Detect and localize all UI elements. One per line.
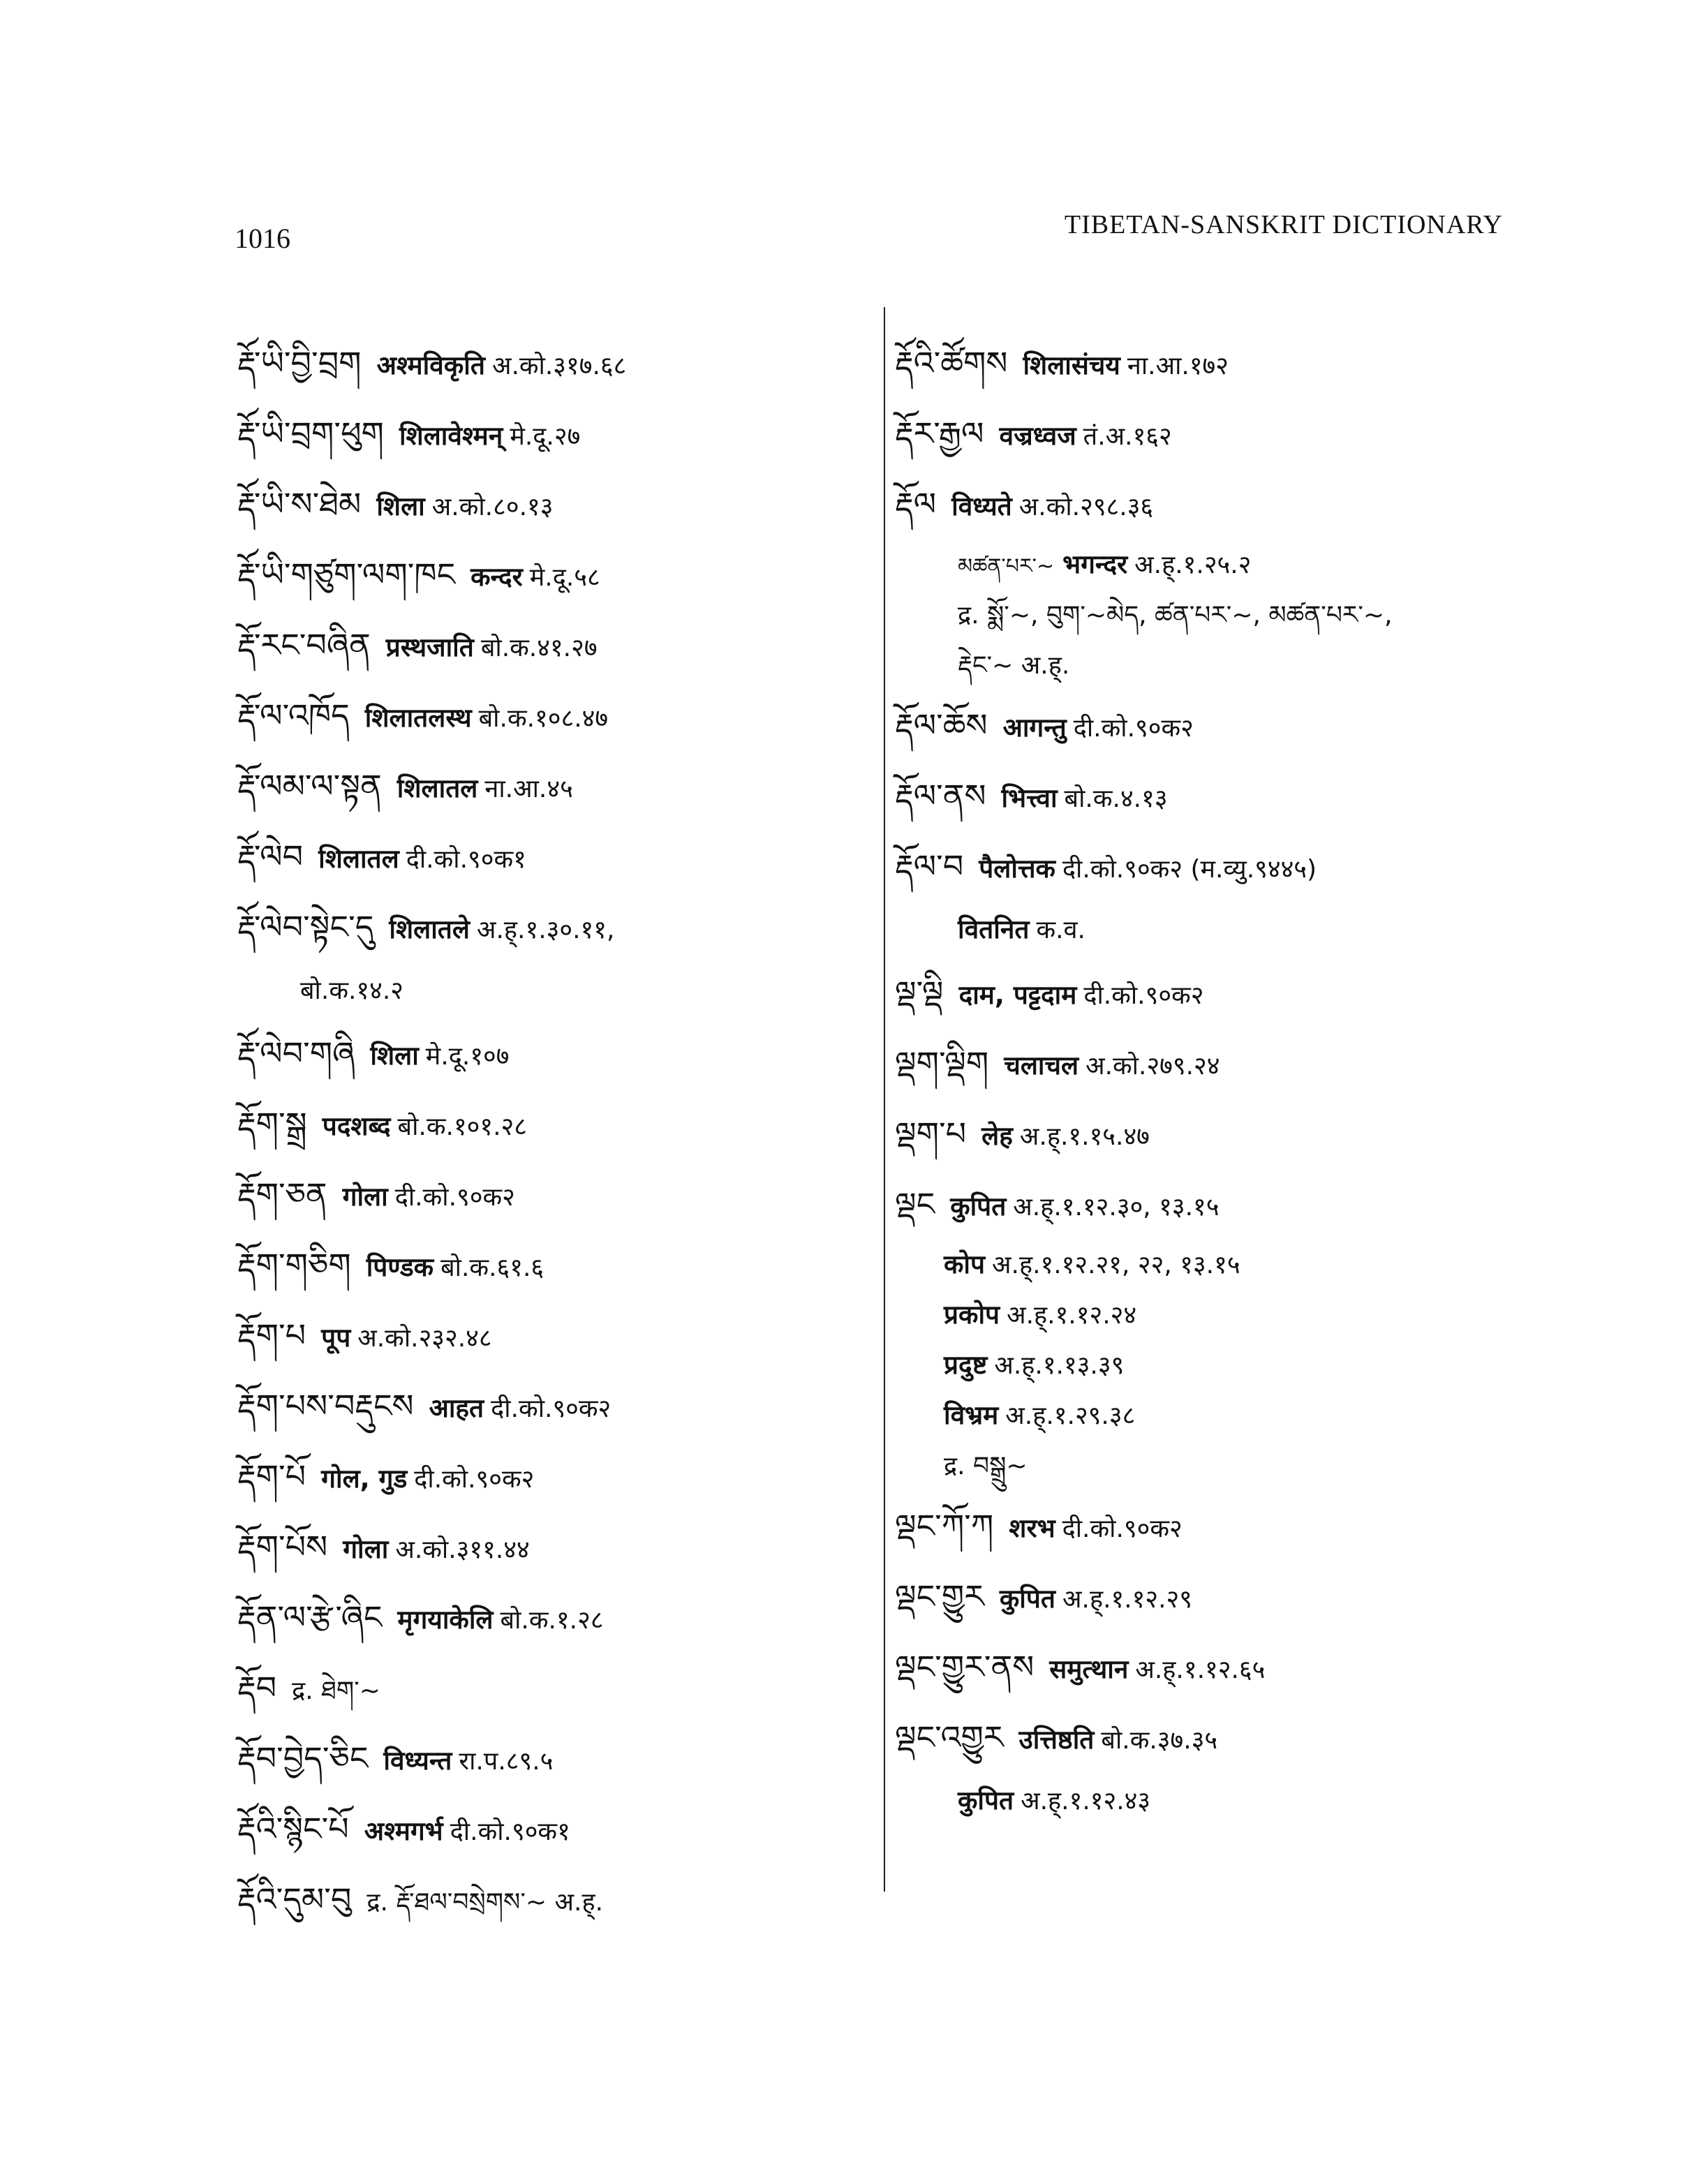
dictionary-entry (237, 681, 852, 751)
source-reference: दी.को.९०क२ (394, 1183, 515, 1212)
tibetan-headword: རྡོག་པ (237, 1316, 306, 1354)
tibetan-headword: རྡོ་ལམ་ལ་སྟན (237, 767, 382, 805)
sanskrit-equivalent: मृगयाकेलि (397, 1605, 494, 1635)
tibetan-headword: རྡོའི་ཚོགས (895, 344, 1008, 382)
sanskrit-equivalent: गोला (343, 1534, 389, 1564)
source-reference: ना.आ.४५ (484, 775, 573, 803)
source-reference: अ.ह्.१.३०.११, (476, 916, 615, 944)
cross-reference: द्र. སྨོ་~, བུག་~མེད, ཚན་པར་~, མཚན་པར་~, (958, 601, 1393, 630)
sanskrit-equivalent: विध्यन्त (383, 1746, 452, 1776)
dictionary-entry (895, 540, 1523, 590)
dictionary-entry (237, 1723, 852, 1794)
tibetan-headword: ལྡང་གྱུར (895, 1577, 984, 1615)
tibetan-headword: རྡོག་པས་བརྡུངས (237, 1387, 414, 1425)
sanskrit-equivalent: शरभ (1009, 1513, 1055, 1543)
sanskrit-equivalent: प्रदुष्ट (944, 1350, 988, 1380)
dictionary-entry (237, 610, 852, 681)
sanskrit-equivalent: प्रस्थजाति (385, 632, 474, 662)
sanskrit-equivalent: समुत्थान (1049, 1654, 1129, 1684)
tibetan-headword: ལྡག་ལྡིག (895, 1044, 989, 1082)
dictionary-entry (895, 690, 1523, 761)
sanskrit-equivalent: वज्रध्वज (999, 421, 1076, 451)
source-reference: दी.को.९०क१ (450, 1818, 570, 1846)
dictionary-entry (895, 1290, 1523, 1340)
source-reference: अ.ह्.१.१२.२१, २२, १३.१५ (992, 1251, 1240, 1279)
dictionary-entry (237, 1653, 852, 1723)
sanskrit-equivalent: शिलातल (318, 844, 399, 874)
source-reference: अ.ह्.१.२९.३८ (1005, 1402, 1136, 1430)
sanskrit-equivalent: वितनित (958, 914, 1030, 944)
source-reference: अ.ह्.१.१३.३९ (994, 1351, 1125, 1380)
source-reference: अ.ह्.१.१२.४३ (1021, 1787, 1151, 1815)
dictionary-entry (237, 1512, 852, 1582)
source-reference: ना.आ.१७२ (1127, 352, 1229, 380)
source-reference: मे.दू.१०७ (425, 1042, 510, 1071)
source-reference: दी.को.९०क२ (1073, 714, 1194, 743)
sanskrit-equivalent: कुपित (950, 1191, 1007, 1221)
sanskrit-equivalent: विध्यते (951, 491, 1012, 521)
sanskrit-equivalent: कुपित (999, 1584, 1055, 1614)
dictionary-entry (237, 1441, 852, 1512)
tibetan-headword: རྡོའི་སྙིང་པོ (237, 1810, 349, 1848)
tibetan-headword: ལྡག་པ (895, 1115, 967, 1152)
sanskrit-equivalent: उत्तिष्ठति (1018, 1725, 1095, 1755)
dictionary-entry (237, 751, 852, 822)
tibetan-headword: རྡོའི་དུམ་བུ (237, 1880, 352, 1918)
source-reference: मे.दू.२७ (510, 422, 581, 451)
dictionary-entry (237, 1018, 852, 1089)
tibetan-headword: རྡོན་ལ་རྩེ་ཞིང (237, 1598, 383, 1636)
dictionary-entry (895, 958, 1523, 1028)
tibetan-headword: རྡོག་པོས (237, 1528, 328, 1566)
dictionary-entry (895, 1240, 1523, 1290)
sanskrit-equivalent: आगन्तु (1002, 713, 1067, 743)
sanskrit-equivalent: अश्मगर्भ (364, 1816, 443, 1846)
sanskrit-equivalent: अश्मविकृति (376, 350, 485, 380)
source-reference: दी.को.९०क२ (414, 1465, 535, 1494)
source-reference: मे.दू.५८ (529, 563, 600, 592)
dictionary-entry (237, 1300, 852, 1371)
tibetan-headword: ལྡ་ལྡི (895, 974, 944, 1011)
dictionary-entry (895, 1340, 1523, 1390)
tibetan-headword: རྡོ་ཡི་བྱི་བྲག (237, 344, 362, 382)
dictionary-entry (895, 1702, 1523, 1773)
tibetan-headword: རྡོལ་བ (895, 847, 964, 885)
dictionary-entry (237, 469, 852, 540)
sanskrit-equivalent: शिलातल (396, 773, 478, 803)
tibetan-headword: རྡོལ་ཆོས (895, 706, 988, 744)
source-reference: बो.क.४१.२७ (480, 634, 598, 662)
tibetan-headword: ལྡང་འགྱུར (895, 1718, 1004, 1756)
tibetan-headword: རྡོ་རང་བཞིན (237, 626, 371, 664)
source-reference: बो.क.१०१.२८ (397, 1113, 527, 1141)
sanskrit-equivalent: गोल, गुड (321, 1464, 408, 1494)
dictionary-entry (237, 1371, 852, 1441)
dictionary-entry (895, 1773, 1523, 1829)
dictionary-entry (895, 590, 1523, 640)
sanskrit-equivalent: पूप (321, 1323, 351, 1353)
tibetan-headword: རྡོར་རྒྱལ (895, 415, 984, 452)
source-reference: अ.को.३१७.६८ (491, 352, 627, 380)
dictionary-entry (895, 640, 1523, 690)
page-number: 1016 (235, 223, 290, 254)
cross-reference: द्र. བསྒྲུ~ (944, 1452, 1028, 1480)
sanskrit-equivalent: शिलातले (389, 914, 470, 944)
source-reference: बो.क.१०८.४७ (478, 704, 609, 733)
source-reference: बो.क.६१.६ (440, 1254, 544, 1282)
source-reference: अ.को.३११.४४ (395, 1536, 530, 1564)
dictionary-entry (895, 1491, 1523, 1561)
sanskrit-equivalent: शिला (370, 1041, 419, 1071)
sanskrit-equivalent: प्रकोप (944, 1300, 1000, 1330)
dictionary-entry (237, 1159, 852, 1230)
sanskrit-equivalent: पदशब्द (322, 1111, 391, 1141)
dictionary-entry (237, 963, 852, 1018)
sanskrit-equivalent: कन्दर (470, 562, 523, 592)
dictionary-entry (237, 1089, 852, 1159)
dictionary-entry (237, 1794, 852, 1864)
sanskrit-equivalent: शिलासंचय (1023, 350, 1120, 380)
sanskrit-equivalent: दाम, पट्टदाम (958, 980, 1077, 1010)
tibetan-headword: རྡོག་གཅིག (237, 1246, 351, 1284)
dictionary-entry (895, 1441, 1523, 1491)
dictionary-entry (895, 1099, 1523, 1169)
source-reference: अ.को.२३२.४८ (357, 1324, 492, 1353)
source-reference: दी.को.९०क२ (1062, 1515, 1183, 1543)
dictionary-entry (895, 1169, 1523, 1240)
tibetan-headword: རྡོ་ལ་འཁོད (237, 697, 350, 734)
source-reference: अ.ह्.१.२५.२ (1134, 551, 1252, 579)
source-reference: रा.प.८९.५ (459, 1747, 554, 1776)
source-reference: बो.क.३७.३५ (1101, 1726, 1218, 1755)
dictionary-entry (237, 1230, 852, 1300)
tibetan-headword: ལྡང་ཀོ་ཀ (895, 1507, 994, 1545)
source-reference: द्र. རྡོ་ཐལ་བསྲེགས་~ अ.ह्. (366, 1888, 604, 1917)
dictionary-entry (237, 328, 852, 399)
sanskrit-equivalent: शिला (376, 491, 425, 521)
tibetan-headword: ལྡང་གྱུར་ནས (895, 1648, 1035, 1686)
sanskrit-equivalent: चलाचल (1004, 1050, 1079, 1080)
dictionary-entry (895, 1632, 1523, 1702)
tibetan-headword: རྡོ་ཡི་ས་ཐེམ (237, 485, 362, 523)
source-reference: अ.को.२७९.२४ (1085, 1052, 1220, 1080)
dictionary-entry (237, 892, 852, 963)
source-reference: दी.को.९०क१ (406, 845, 526, 874)
right-column (895, 328, 1523, 1829)
dictionary-entry (895, 1390, 1523, 1441)
tibetan-headword: རྡོབ (237, 1669, 277, 1707)
source-reference: अ.को.२९८.३६ (1018, 493, 1154, 521)
source-reference: तं.अ.१६२ (1083, 422, 1172, 451)
sanskrit-equivalent: लेह (981, 1121, 1013, 1151)
running-head: TIBETAN-SANSKRIT DICTIONARY (1064, 210, 1503, 239)
tibetan-headword: རྡོ་ལེབ་གཞི (237, 1034, 355, 1072)
sanskrit-equivalent: पिण्डक (366, 1252, 434, 1282)
tibetan-headword: རྡོ་ལེབ་སྟེང་དུ (237, 908, 374, 946)
dictionary-entry (237, 540, 852, 610)
source-reference: अ.ह्.१.१२.३०, १३.१५ (1013, 1193, 1220, 1221)
cross-reference: बो.क.१४.२ (300, 976, 404, 1005)
source-reference: क.व. (1036, 916, 1086, 944)
source-reference: अ.ह्.१.१२.२९ (1062, 1585, 1192, 1614)
sanskrit-equivalent: कुपित (958, 1785, 1014, 1815)
source-reference: बो.क.४.१३ (1064, 785, 1168, 813)
tibetan-compound: མཚན་པར་~ (958, 554, 1055, 579)
tibetan-headword: རྡོག་སྒྲ (237, 1105, 307, 1143)
tibetan-headword: རྡོག་པོ (237, 1457, 306, 1495)
source-reference: दी.को.९०क२ (म.व्यु.९४४५) (1062, 855, 1317, 884)
tibetan-headword: ལྡང (895, 1185, 935, 1223)
column-divider (884, 307, 885, 1892)
dictionary-entry (895, 1028, 1523, 1099)
cross-reference: རྡེང་~ अ.ह्. (958, 651, 1070, 680)
source-reference: अ.को.८०.१३ (431, 493, 554, 521)
tibetan-headword: རྡོལ་ནས (895, 777, 986, 815)
dictionary-entry (237, 822, 852, 892)
dictionary-entry (237, 1582, 852, 1653)
dictionary-entry (237, 399, 852, 469)
source-reference: दी.को.९०क२ (491, 1395, 611, 1423)
tibetan-headword: རྡོ་ལེབ (237, 838, 304, 875)
sanskrit-equivalent: शिलातलस्थ (364, 703, 472, 733)
sanskrit-equivalent: आहत (429, 1393, 484, 1423)
dictionary-entry (895, 831, 1523, 902)
source-reference: अ.ह्.१.१२.६५ (1135, 1656, 1266, 1684)
tibetan-headword: རྡོལ (895, 485, 937, 523)
sanskrit-equivalent: गोला (342, 1182, 388, 1212)
dictionary-entry (895, 469, 1523, 540)
tibetan-headword: རྡོག་ཅན (237, 1175, 327, 1213)
source-reference: बो.क.१.२८ (500, 1606, 604, 1635)
tibetan-headword: རྡོ་ཡི་གཙུག་ལག་ཁང (237, 556, 456, 593)
sanskrit-equivalent: शिलावेश्मन् (399, 421, 503, 451)
left-column (237, 328, 852, 1935)
dictionary-entry (895, 902, 1523, 958)
dictionary-entry (895, 328, 1523, 399)
source-reference: अ.ह्.१.१२.२४ (1007, 1301, 1137, 1330)
sanskrit-equivalent: विभ्रम (944, 1400, 999, 1430)
source-reference: अ.ह्.१.१५.४७ (1019, 1122, 1150, 1151)
source-reference: दी.को.९०क२ (1083, 981, 1204, 1010)
sanskrit-equivalent: कोप (944, 1249, 986, 1279)
sanskrit-equivalent: भगन्दर (1062, 549, 1128, 579)
dictionary-entry (895, 399, 1523, 469)
sanskrit-equivalent: भित्त्वा (1001, 783, 1058, 813)
dictionary-entry (237, 1864, 852, 1935)
tibetan-headword: རྡོ་ཡི་བྲག་ཕུག (237, 415, 384, 452)
tibetan-headword: རྡོབ་བྱེད་ཅིང (237, 1739, 369, 1777)
source-reference: द्र. ཐེག་~ (292, 1677, 380, 1705)
dictionary-entry (895, 1561, 1523, 1632)
dictionary-entry (895, 761, 1523, 831)
sanskrit-equivalent: पैलोत्तक (979, 854, 1055, 884)
